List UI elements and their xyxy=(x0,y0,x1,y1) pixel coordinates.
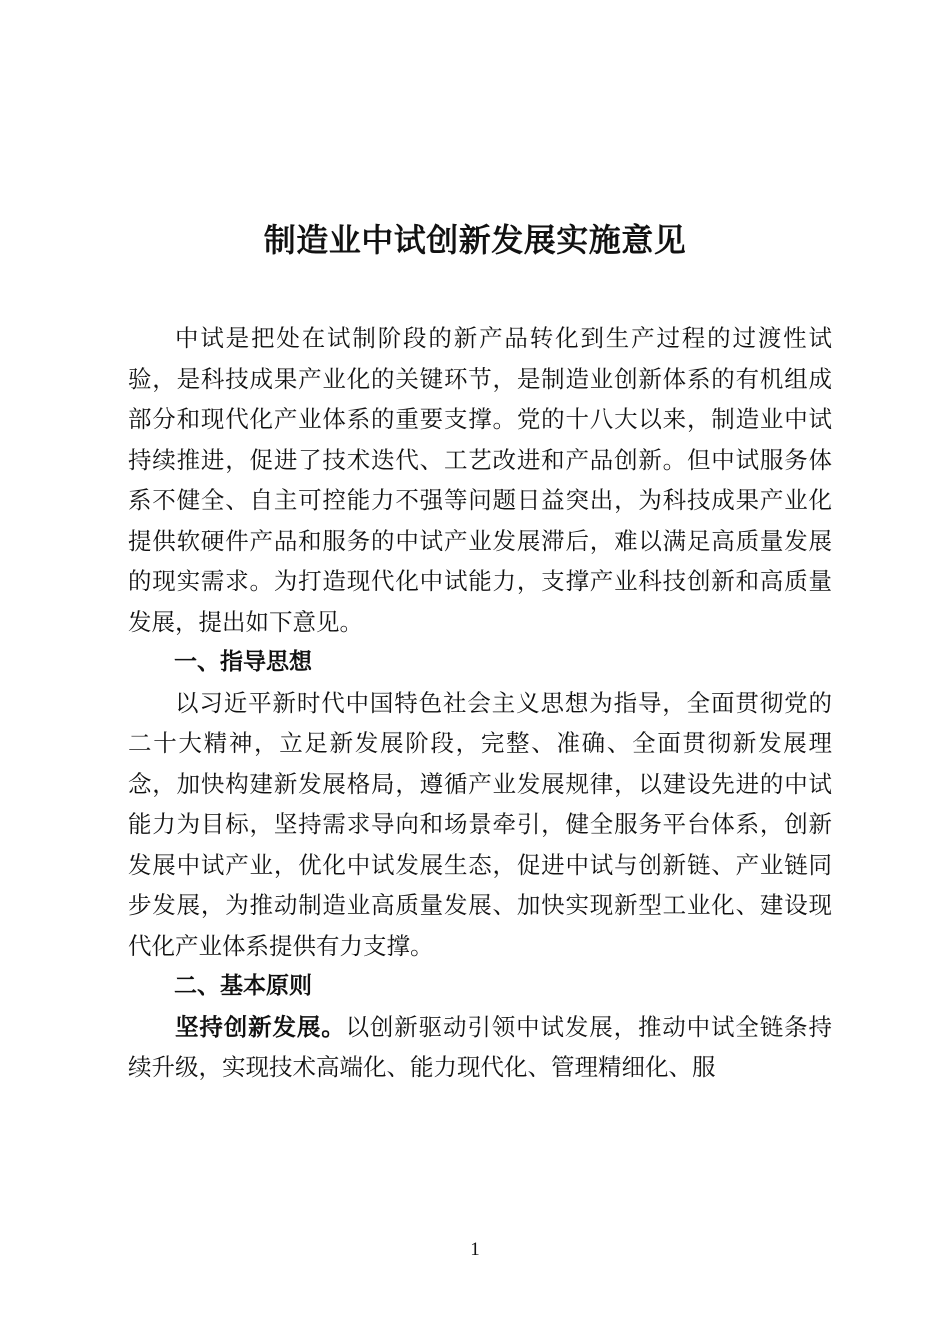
page-number: 1 xyxy=(470,1239,480,1260)
principle-paragraph xyxy=(128,1007,832,1088)
guiding-ideology-paragraph: 以习近平新时代中国特色社会主义思想为指导，全面贯彻党的二十大精神，立足新发展阶段，完整、准确、全面贯彻新发展理念，加快构建新发展格局，遵循产业发展规律，以建设先进的中试能力为目标，坚持需求导向和场景牵引，健全服务平台体系，创新发展中试产业，优化中试发展生态，促进中试与创新链、产业链同步发展，为推动制造业高质量发展、加快实现新型工业化、建设现代化产业体系提供有力支撑。 xyxy=(128,688,832,960)
principle-lead: 坚持创新发展。 xyxy=(175,1012,346,1041)
document-title: 制造业中试创新发展实施意见 xyxy=(263,221,687,259)
principle-text: 以创新驱动引领中试发展，推动中试全链条持续升级，实现技术高端化、能力现代化、管理精细化、服 xyxy=(128,1012,833,1081)
section-heading-guiding-ideology: 一、指导思想 xyxy=(174,649,312,675)
intro-paragraph: 中试是把处在试制阶段的新产品转化到生产过程的过渡性试验，是科技成果产业化的关键环节，是制造业创新体系的有机组成部分和现代化产业体系的重要支撑。党的十八大以来，制造业中试持续推进，促进了技术迭代、工艺改进和产品创新。但中试服务体系不健全、自主可控能力不强等问题日益突出，为科技成果产业化提供软硬件产品和服务的中试产业发展滞后，难以满足高质量发展的现实需求。为打造现代化中试能力，支撑产业科技创新和高质量发展，提出如下意见。 xyxy=(128,324,832,636)
section-heading-basic-principles: 二、基本原则 xyxy=(174,973,312,999)
document-body xyxy=(128,318,832,1088)
